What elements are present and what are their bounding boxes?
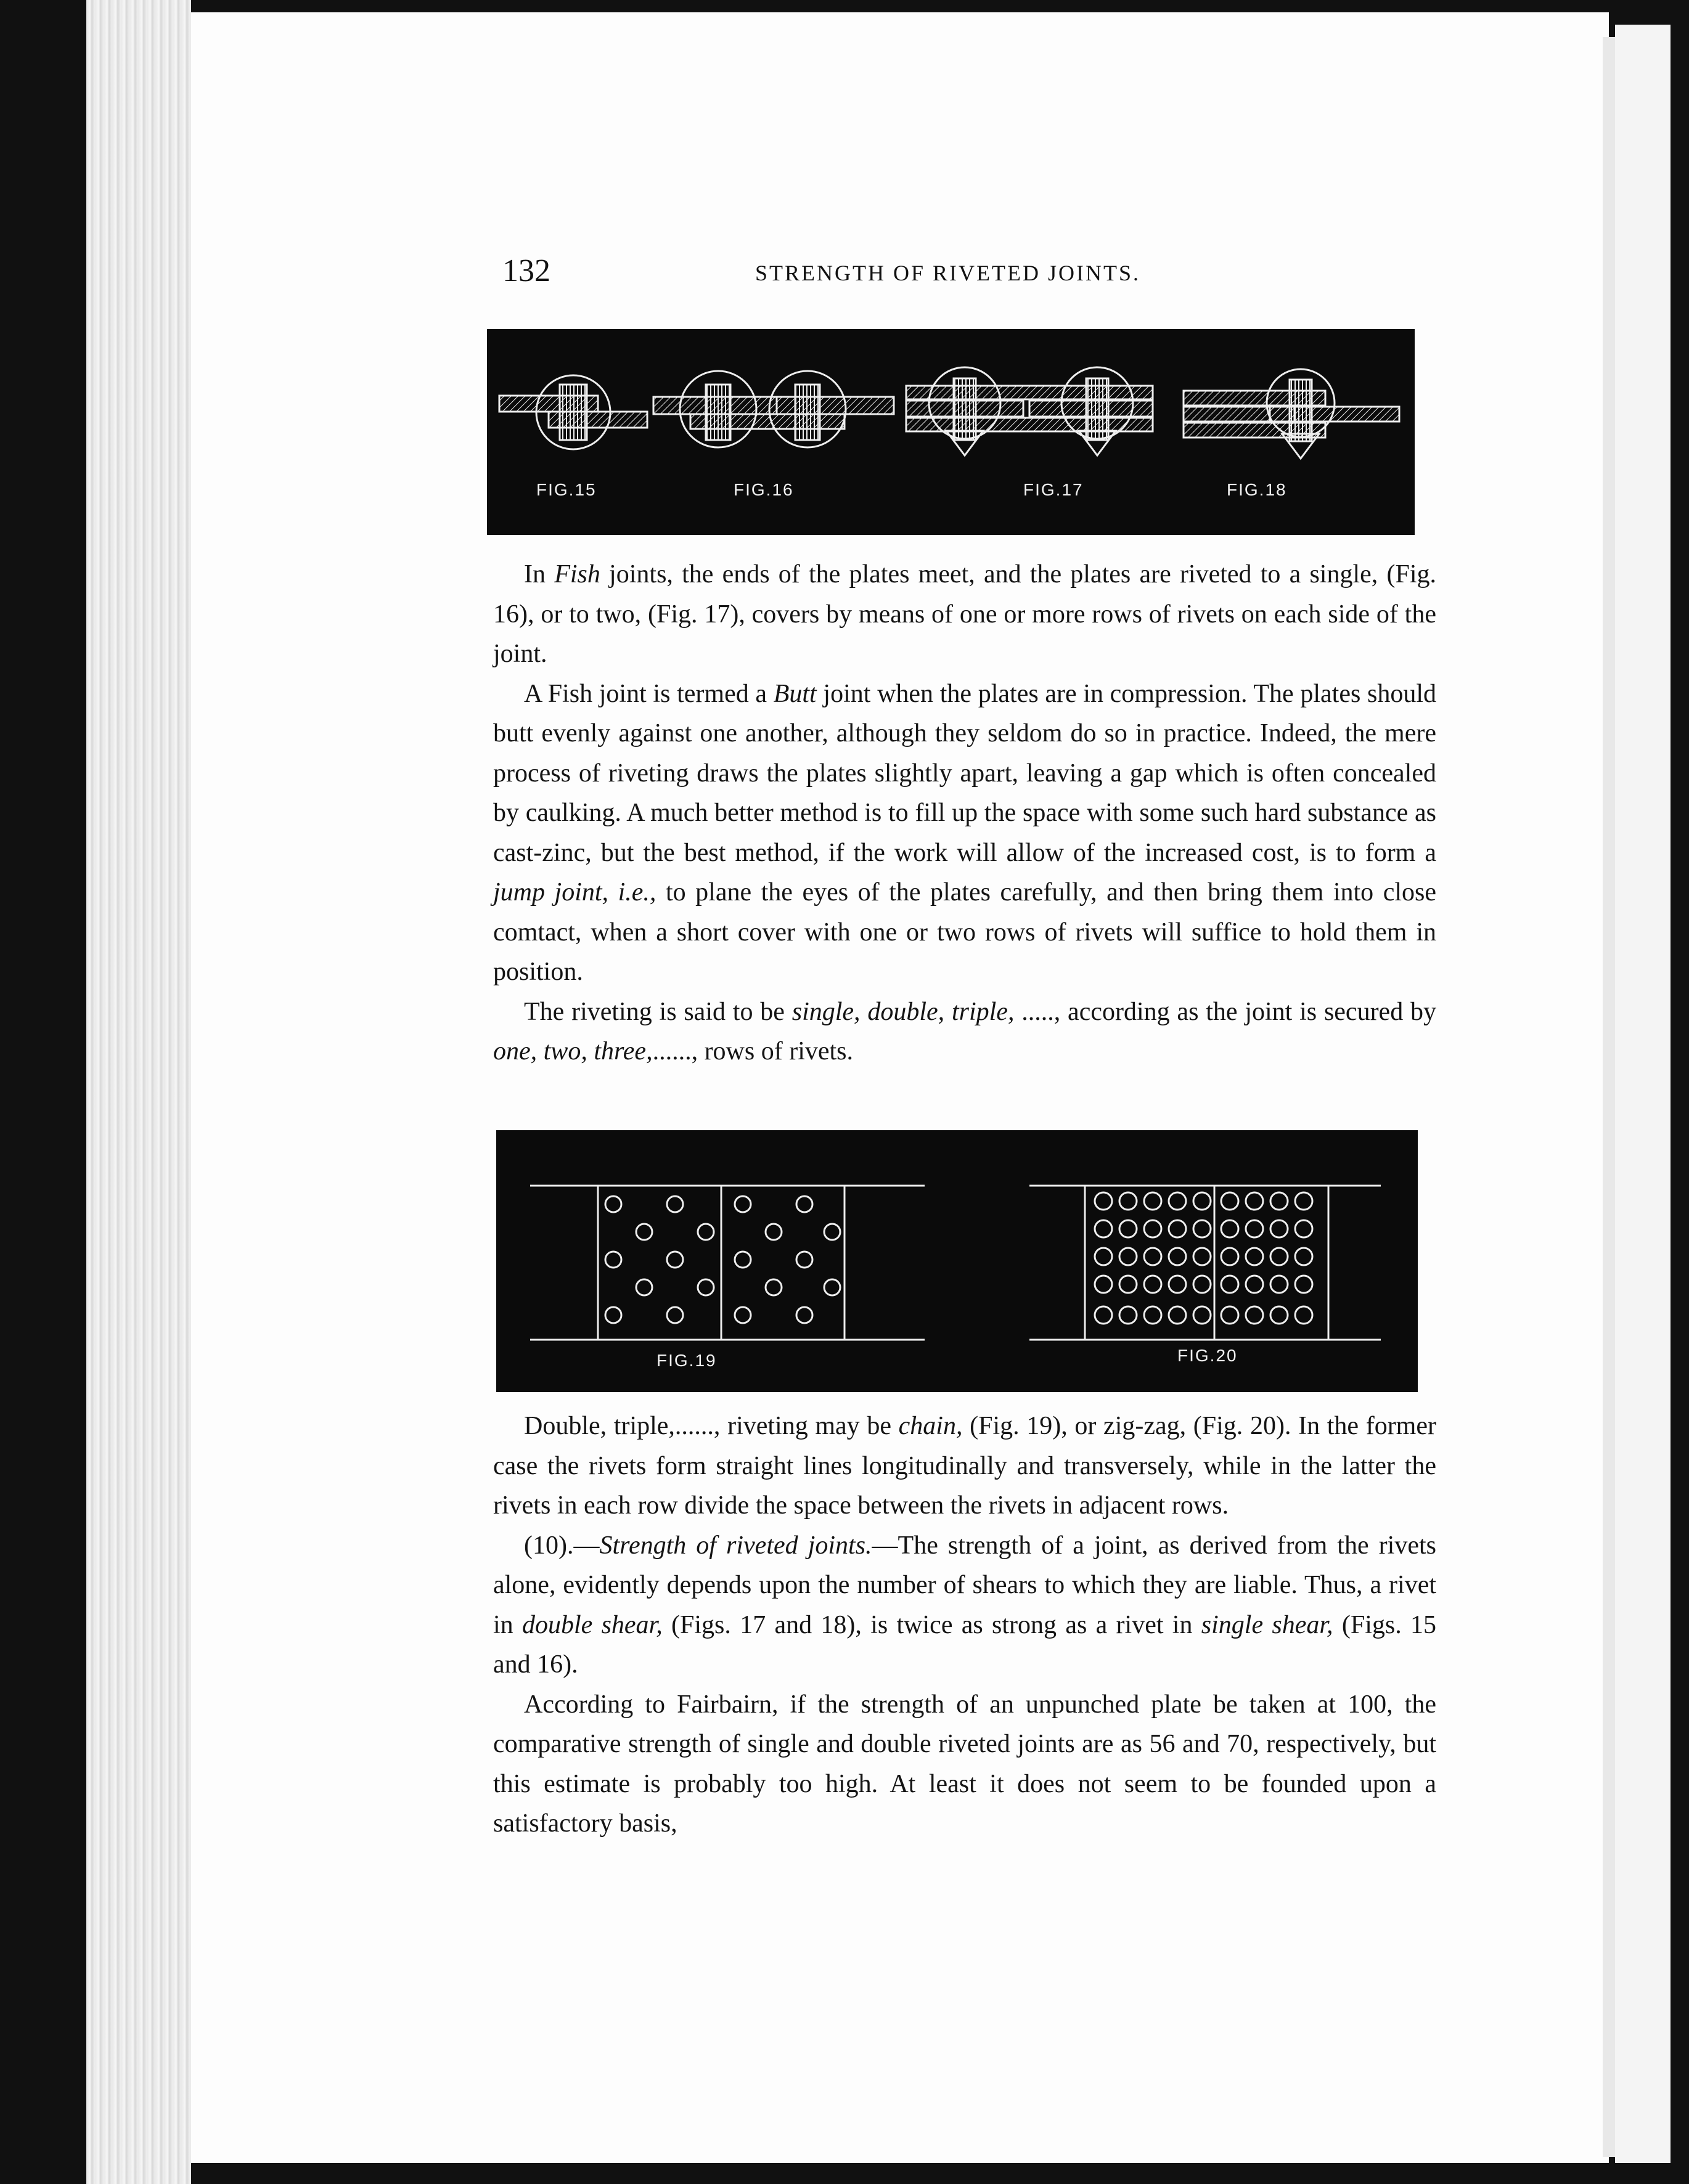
- rivet-circle: [1295, 1192, 1312, 1210]
- figure-plate-15-18: [487, 329, 1415, 535]
- rivet-circle: [1193, 1248, 1211, 1265]
- paragraph-fairbairn: According to Fairbairn, if the strength of an unpunched plate be taken at 100, the comparative strength of single and double riveted joints are as 56 and 70, respectively, but this estimate is probably too high. At least it does not seem to be founded upon a satisfactory basis,: [493, 1690, 1436, 1838]
- fig-18-label: FIG.18: [1227, 480, 1287, 499]
- rivet-circle: [1270, 1220, 1288, 1237]
- page-number: 132: [502, 253, 550, 288]
- rivet-circle: [1169, 1220, 1186, 1237]
- rivet-circle: [1270, 1248, 1288, 1265]
- running-title: STRENGTH OF RIVETED JOINTS.: [755, 261, 1140, 285]
- rivet-circle: [766, 1224, 782, 1240]
- rivet-circle: [636, 1224, 652, 1240]
- fig-18-drawing: [1184, 369, 1399, 458]
- rivet-circle: [667, 1196, 683, 1212]
- rivet-circle: [1169, 1248, 1186, 1265]
- rivet-circle: [1295, 1248, 1312, 1265]
- paragraph-fish-joints: In Fish joints, the ends of the plates meet, and the plates are riveted to a single, (Fig. 16), or to two, (Fig. 17), covers by means of one or more rows of rivets on each side of the joint.: [493, 560, 1436, 668]
- rivet-circle: [667, 1307, 683, 1323]
- fig-16-label: FIG.16: [734, 480, 794, 499]
- body-text-upper: [493, 555, 1436, 1072]
- rivet-circle: [1095, 1192, 1112, 1210]
- rivet-circle: [796, 1252, 812, 1268]
- rivet-circle: [1095, 1248, 1112, 1265]
- rivet-circle: [824, 1279, 840, 1295]
- rivet-circle: [796, 1307, 812, 1323]
- rivet-circle: [605, 1252, 621, 1268]
- rivet-circle: [698, 1224, 714, 1240]
- paragraph-chain-zigzag: Double, triple,......, riveting may be chain, (Fig. 19), or zig-zag, (Fig. 20). In the former case the rivets form straight lines longitudinally and transversely, while in the latter the rivets in each row divide the space between the rivets in adjacent rows.: [493, 1412, 1436, 1520]
- rivet-circle: [796, 1196, 812, 1212]
- rivet-circle: [1119, 1306, 1137, 1324]
- rivet-circle: [1295, 1306, 1312, 1324]
- book-page-edges: [86, 0, 191, 2184]
- rivet-circle: [735, 1252, 751, 1268]
- rivet-circle: [1144, 1306, 1161, 1324]
- rivet-circle: [605, 1196, 621, 1212]
- rivet-circle: [1193, 1220, 1211, 1237]
- paragraph-butt-joint: A Fish joint is termed a Butt joint when the plates are in compression. The plates should butt evenly against one another, although they seldom do so in practice. Indeed, the mere process of riveting draws the plates slightly apart, leaving a gap which is often concealed by caulking. A much better method is to fill up the space with some such hard substance as cast-zinc, but the best method, if the work will allow of the increased cost, is to form a jump joint, i.e., to plane the eyes of the plates carefully, and then bring them into close comtact, when a short cover with one or two rows of rivets will suffice to hold them in position.: [493, 679, 1436, 986]
- rivet-circle: [1221, 1220, 1238, 1237]
- rivet-circle: [1193, 1276, 1211, 1293]
- rivet-circle: [636, 1279, 652, 1295]
- fig-15-label: FIG.15: [536, 480, 597, 499]
- rivet-circle: [1144, 1248, 1161, 1265]
- rivet-circle: [1193, 1192, 1211, 1210]
- gutter-edge: [1603, 37, 1615, 2157]
- fig-19-label: FIG.19: [656, 1351, 717, 1370]
- rivet-circle: [1144, 1220, 1161, 1237]
- rivet-circle: [667, 1252, 683, 1268]
- lap-and-fish-joint-drawings: [487, 329, 1415, 535]
- fig-20-label: FIG.20: [1177, 1346, 1238, 1365]
- rivet-circle: [1221, 1248, 1238, 1265]
- rivet-circle: [1246, 1306, 1263, 1324]
- rivet-circle: [824, 1224, 840, 1240]
- rivet-circle: [605, 1307, 621, 1323]
- rivet-circle: [1246, 1248, 1263, 1265]
- rivet-circle: [1221, 1192, 1238, 1210]
- rivet-circle: [1144, 1192, 1161, 1210]
- fig-15-drawing: [499, 375, 647, 449]
- fig-19-rivets: [605, 1196, 840, 1323]
- rivet-circle: [1295, 1220, 1312, 1237]
- paragraph-riveting-rows: The riveting is said to be single, double, triple, ....., according as the joint is secured by one, two, three,......, rows of rivets.: [493, 997, 1436, 1066]
- rivet-circle: [1169, 1192, 1186, 1210]
- rivet-circle: [1270, 1192, 1288, 1210]
- fig-19-frame: [530, 1186, 925, 1340]
- rivet-circle: [1119, 1220, 1137, 1237]
- fig-16-drawing: [653, 371, 894, 447]
- paragraph-strength-section: (10).—Strength of riveted joints.—The strength of a joint, as derived from the rivets alone, evidently depends upon the number of shears to which they are liable. Thus, a rivet in double shear, (Figs. 17 and 18), is twice as strong as a rivet in single shear, (Figs. 15 and 16).: [493, 1531, 1437, 1679]
- rivet-circle: [1169, 1276, 1186, 1293]
- rivet-circle: [1119, 1276, 1137, 1293]
- rivet-circle: [1119, 1248, 1137, 1265]
- rivet-circle: [1095, 1276, 1112, 1293]
- rivet-circle: [1095, 1306, 1112, 1324]
- rivet-circle: [1295, 1276, 1312, 1293]
- rivet-circle: [766, 1279, 782, 1295]
- rivet-circle: [1246, 1220, 1263, 1237]
- rivet-circle: [735, 1307, 751, 1323]
- running-head: [502, 253, 1439, 290]
- fig-17-label: FIG.17: [1023, 480, 1084, 499]
- rivet-circle: [1221, 1276, 1238, 1293]
- rivet-circle: [1119, 1192, 1137, 1210]
- rivet-circle: [1246, 1276, 1263, 1293]
- body-text-lower: [493, 1406, 1436, 1844]
- rivet-circle: [1270, 1276, 1288, 1293]
- fig-17-drawing: [906, 367, 1153, 455]
- rivet-circle: [1095, 1220, 1112, 1237]
- rivet-circle: [735, 1196, 751, 1212]
- rivet-circle: [1246, 1192, 1263, 1210]
- figure-plate-19-20: [496, 1130, 1418, 1392]
- chain-and-zigzag-riveting-drawings: [496, 1130, 1418, 1392]
- rivet-circle: [1144, 1276, 1161, 1293]
- rivet-circle: [1221, 1306, 1238, 1324]
- fig-20-rivets: [1095, 1192, 1312, 1324]
- rivet-circle: [1193, 1306, 1211, 1324]
- rivet-circle: [1169, 1306, 1186, 1324]
- rivet-circle: [698, 1279, 714, 1295]
- rivet-circle: [1270, 1306, 1288, 1324]
- facing-page-strip: [1615, 25, 1671, 2163]
